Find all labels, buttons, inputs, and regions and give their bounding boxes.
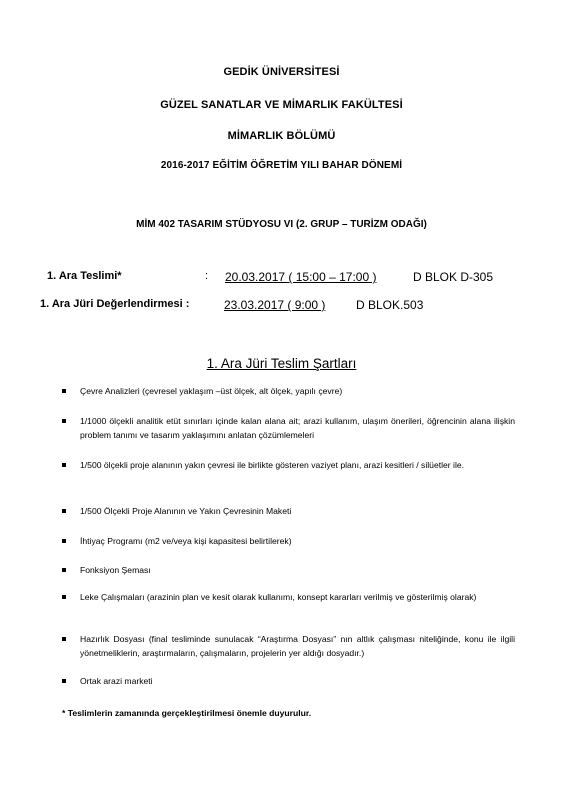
academic-term: 2016-2017 EĞİTİM ÖĞRETİM YILI BAHAR DÖNEMİ — [160, 160, 403, 171]
list-item: Hazırlık Dosyası (final tesliminde sunulacak “Araştırma Dosyası” nın altlık çalışması niteliğinde, konu ile ilgili yönetmeliklerin, araştırmaların, çalışmaların, projelerin yer aldığı dosyadır.) — [80, 632, 515, 660]
bullet-icon — [62, 637, 66, 641]
course-title: MİM 402 TASARIM STÜDYOSU VI (2. GRUP – TURİZM ODAĞI) — [136, 219, 427, 230]
list-item: Fonksiyon Şeması — [80, 563, 515, 577]
list-item: Leke Çalışmaları (arazinin plan ve kesit olarak kullanımı, konsept kararları verilmiş ve gösterilmiş olarak) — [80, 590, 515, 604]
department-name: MİMARLIK BÖLÜMÜ — [227, 130, 336, 142]
schedule-label: 1. Ara Teslimi* — [47, 270, 122, 282]
faculty-name: GÜZEL SANATLAR VE MİMARLIK FAKÜLTESİ — [160, 99, 403, 111]
university-name: GEDİK ÜNİVERSİTESİ — [223, 66, 340, 78]
bullet-icon — [62, 568, 66, 572]
schedule-colon: : — [205, 270, 209, 282]
schedule-date: 23.03.2017 ( 9:00 ) — [224, 298, 326, 312]
bullet-icon — [62, 509, 66, 513]
list-item: Çevre Analizleri (çevresel yaklaşım –üst ölçek, alt ölçek, yapılı çevre) — [80, 384, 515, 398]
bullet-icon — [62, 419, 66, 423]
section-title: 1. Ara Jüri Teslim Şartları — [206, 356, 357, 371]
list-item: Ortak arazi marketi — [80, 674, 515, 688]
bullet-icon — [62, 463, 66, 467]
footnote: * Teslimlerin zamanında gerçekleştirilmesi önemle duyurulur. — [62, 708, 312, 718]
bullet-icon — [62, 679, 66, 683]
schedule-location: D BLOK.503 — [356, 298, 424, 312]
list-item: 1/1000 ölçekli analitik etüt sınırları içinde kalan alana ait; arazi kullanım, ulaşım önerileri, öğrencinin alana ilişkin problem tanımı ve tasarım yaklaşımını anlatan çözümlemeleri — [80, 414, 515, 442]
bullet-icon — [62, 539, 66, 543]
list-item: İhtiyaç Programı (m2 ve/veya kişi kapasitesi belirtilerek) — [80, 534, 515, 548]
schedule-date: 20.03.2017 ( 15:00 – 17:00 ) — [225, 270, 377, 284]
schedule-label: 1. Ara Jüri Değerlendirmesi : — [40, 298, 190, 310]
schedule-location: D BLOK D-305 — [413, 270, 494, 284]
bullet-icon — [62, 389, 66, 393]
list-item: 1/500 Ölçekli Proje Alanının ve Yakın Çevresinin Maketi — [80, 504, 515, 518]
bullet-icon — [62, 595, 66, 599]
list-item: 1/500 ölçekli proje alanının yakın çevresi ile birlikte gösteren vaziyet planı, arazi kesitleri / silüetler ile. — [80, 458, 515, 472]
